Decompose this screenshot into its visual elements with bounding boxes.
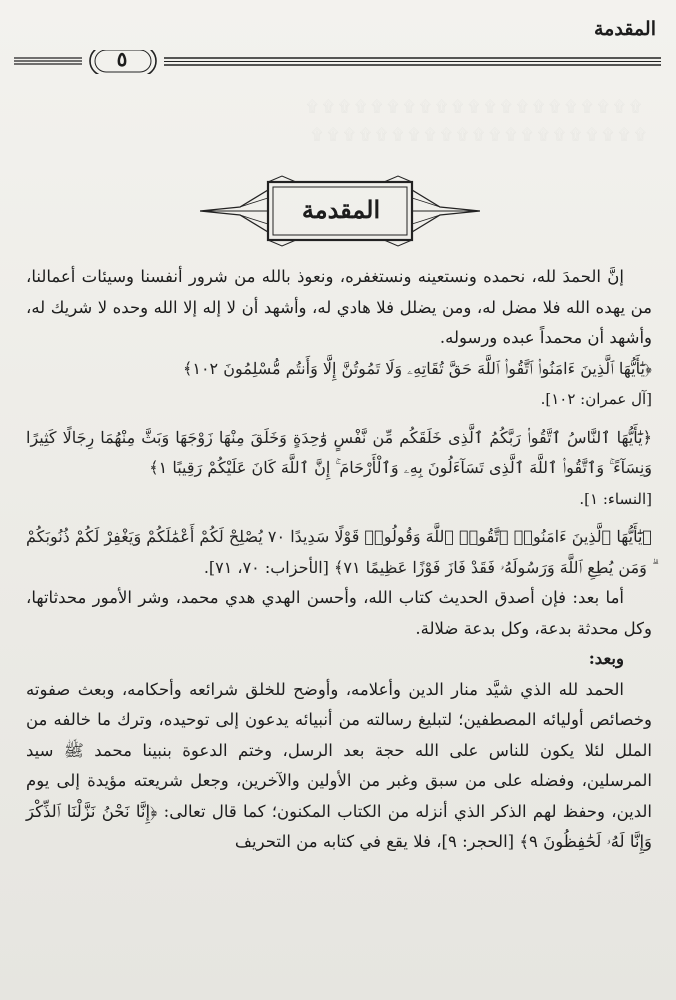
chapter-title: المقدمة (301, 194, 381, 224)
quran-verse-2: ﴿يَٰٓأَيُّهَا ٱلنَّاسُ ٱتَّقُوا۟ رَبَّكُمُ ٱلَّذِى خَلَقَكُم مِّن نَّفْسٍ وَٰحِدَةٍ وَخَلَقَ مِنْهَا زَوْجَهَا وَبَثَّ مِنْهُمَا رِجَالًا كَثِيرًا وَنِسَآءً ۚ وَٱتَّقُوا۟ ٱللَّهَ ٱلَّذِى تَسَآءَلُونَ بِهِۦ وَٱلْأَرْحَامَ ۚ إِنَّ ٱللَّهَ كَانَ عَلَيْكُمْ رَقِيبًا ١﴾ (26, 427, 652, 477)
paragraph-praise: الحمد لله الذي شيَّد منار الدين وأعلامه، وأوضح للخلق شرائعه وأحكامه، وبعث صفوته وخصائص أوليائه المصطفين؛ لتبليغ رسالته من أنبيائه يدعون إلى توحيده، وترك ما خالفه من الملل لئلا يكون للناس على الله حجة بعد الرسل، وختم الدعوة بنبينا محمد ﷺ سيد المرسلين، وفضله على من سبق وغبر من الأولين والآخرين، وجعل شريعته مؤيدة إلى يوم الدين، وحفظ لهم الذكر الذي أنزله من الكتاب المكنون؛ كما قال تعالى: ﴿إِنَّا نَحْنُ نَزَّلْنَا ٱلذِّكْرَ وَإِنَّا لَهُۥ لَحَٰفِظُونَ ٩﴾ [الحجر: ٩]، فلا يقع في كتابه من التحريف (26, 679, 652, 851)
page-number: ٥ (116, 47, 128, 71)
verse-reference-1: [آل عمران: ١٠٢]. (540, 390, 652, 408)
subheading-wa-bad: وبعد: (588, 649, 624, 668)
quran-verse-1: ﴿يَٰٓأَيُّهَا ٱلَّذِينَ ءَامَنُوا۟ ٱتَّقُوا۟ ٱللَّهَ حَقَّ تُقَاتِهِۦ وَلَا تَمُوتُنَّ إِلَّا وَأَنتُم مُّسْلِمُونَ ١٠٢﴾ (182, 358, 652, 378)
bleed-through-text: ﻿ ۩ ۩ ۩ ۩ ۩ ۩ ۩ ۩ ۩ ۩ ۩ ۩ ۩ ۩ ۩ ۩ ۩ ۩ ۩ ۩ ۩ ۩ ۩ ۩ ۩ ۩ ۩ ۩ ۩ ۩ ۩ ۩ ۩ ۩ ۩ ۩ ۩ ۩ ۩ ۩ ۩ ۩ (306, 97, 646, 143)
verse-reference-2: [النساء: ١]. (579, 489, 652, 508)
paragraph-amma-bad: أما بعد: فإن أصدق الحديث كتاب الله، وأحسن الهدي هدي محمد، وشر الأمور محدثاتها، وكل محدثة بدعة، وكل بدعة ضلالة. (26, 588, 652, 638)
running-header-title: المقدمة (593, 18, 656, 40)
quran-verse-3: ﴿يَٰٓأَيُّهَا ٱلَّذِينَ ءَامَنُوا۟ ٱتَّقُوا۟ ٱللَّهَ وَقُولُوا۟ قَوْلًا سَدِيدًا ٧٠ يُصْلِحْ لَكُمْ أَعْمَٰلَكُمْ وَيَغْفِرْ لَكُمْ ذُنُوبَكُمْ ۗ وَمَن يُطِعِ ٱللَّهَ وَرَسُولَهُۥ فَقَدْ فَازَ فَوْزًا عَظِيمًا ٧١﴾ [الأحزاب: ٧٠، ٧١]. (26, 527, 653, 577)
paragraph-opening: إنَّ الحمدَ لله، نحمده ونستعينه ونستغفره، ونعوذ بالله من شرور أنفسنا وسيئات أعمالنا، من يهده الله فلا مضل له، ومن يضلل فلا هادي له، وأشهد أن لا إله إلا الله وحده لا شريك له، وأشهد أن محمداً عبده ورسوله. (26, 267, 652, 347)
page-body (26, 262, 652, 858)
